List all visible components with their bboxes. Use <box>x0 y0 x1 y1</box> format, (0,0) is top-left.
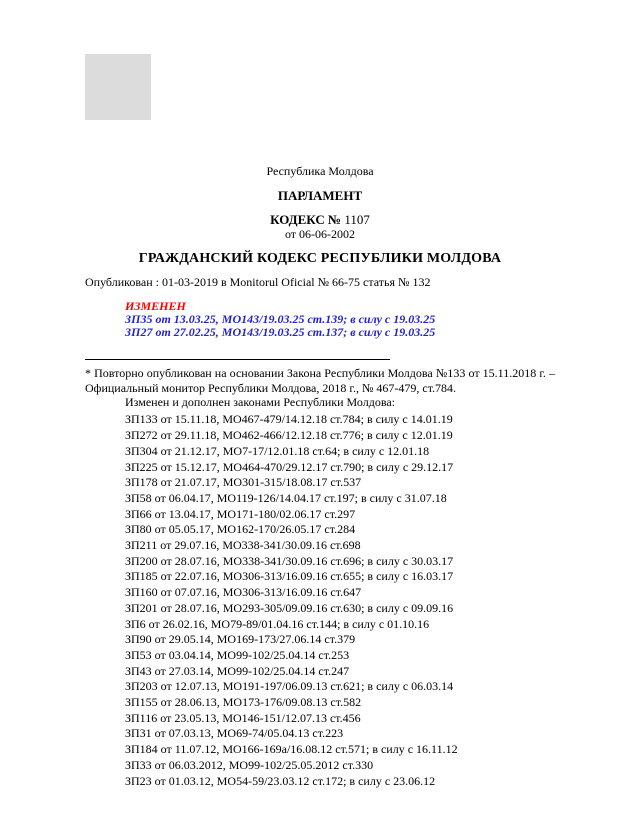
institution-name: ПАРЛАМЕНТ <box>277 188 363 203</box>
document-type-label: КОДЕКС № <box>270 212 342 227</box>
amendment-entry: ЗП178 от 21.07.17, МО301-315/18.08.17 ст.537 <box>125 475 362 490</box>
country-name: Республика Молдова <box>266 164 374 178</box>
document-title: ГРАЖДАНСКИЙ КОДЕКС РЕСПУБЛИКИ МОЛДОВА <box>138 251 502 266</box>
republished-note: * Повторно опубликован на основании Закона Республики Молдова №133 от 15.11.2018 г. – Официальный монитор Республики Молдова, 2018 г., № 467-479, ст.784. <box>85 366 555 395</box>
amendment-entry: ЗП185 от 22.07.16, МО306-313/16.09.16 ст.655; в силу с 16.03.17 <box>125 569 454 584</box>
amendment-entry: ЗП155 от 28.06.13, МО173-176/09.08.13 ст.582 <box>125 695 362 710</box>
recent-changes-block <box>85 300 555 339</box>
footnote-divider <box>85 359 390 360</box>
amendment-entry: ЗП23 от 01.03.12, МО54-59/23.03.12 ст.172; в силу с 23.06.12 <box>125 773 436 788</box>
amendment-entry: ЗП6 от 26.02.16, МО79-89/01.04.16 ст.144; в силу с 01.10.16 <box>125 616 430 631</box>
document-date: от 06-06-2002 <box>284 227 356 241</box>
amendment-entry: ЗП116 от 23.05.13, МО146-151/12.07.13 ст.456 <box>125 710 361 725</box>
amendment-entry: ЗП58 от 06.04.17, МО119-126/14.04.17 ст.197; в силу с 31.07.18 <box>125 490 447 505</box>
amendment-entry: ЗП90 от 29.05.14, МО169-173/27.06.14 ст.379 <box>125 632 356 647</box>
amendment-entry: ЗП203 от 12.07.13, МО191-197/06.09.13 ст.621; в силу с 06.03.14 <box>125 679 454 694</box>
recent-amendment-link[interactable]: ЗП35 от 13.03.25, МО143/19.03.25 ст.139; в силу с 19.03.25 <box>125 312 436 326</box>
amendment-entry: ЗП201 от 28.07.16, МО293-305/09.09.16 ст.630; в силу с 09.09.16 <box>125 600 454 615</box>
amendment-entry: ЗП80 от 05.05.17, МО162-170/26.05.17 ст.284 <box>125 522 356 537</box>
amendments-intro: Изменен и дополнен законами Республики Молдова: <box>125 395 395 410</box>
published-line: Опубликован : 01-03-2019 в Monitorul Oficial № 66-75 статья № 132 <box>85 275 431 289</box>
amendment-entry: ЗП43 от 27.03.14, МО99-102/25.04.14 ст.247 <box>125 663 350 678</box>
amendments-list <box>85 412 555 789</box>
amendment-entry: ЗП31 от 07.03.13, МО69-74/05.04.13 ст.223 <box>125 726 344 741</box>
amendment-entry: ЗП211 от 29.07.16, МО338-341/30.09.16 ст.698 <box>125 538 361 553</box>
amendment-entry: ЗП66 от 13.04.17, МО171-180/02.06.17 ст.297 <box>125 506 356 521</box>
amendment-entry: ЗП133 от 15.11.18, МО467-479/14.12.18 ст.784; в силу с 14.01.19 <box>125 412 453 427</box>
document-number: 1107 <box>344 212 370 227</box>
amendment-entry: ЗП200 от 28.07.16, МО338-341/30.09.16 ст.696; в силу с 30.03.17 <box>125 553 454 568</box>
amendment-entry: ЗП272 от 29.11.18, МО462-466/12.12.18 ст.776; в силу с 12.01.19 <box>125 428 453 443</box>
amendment-entry: ЗП304 от 21.12.17, МО7-17/12.01.18 ст.64; в силу с 12.01.18 <box>125 443 430 458</box>
document-type-line <box>85 212 555 227</box>
emblem-image-placeholder <box>85 54 151 120</box>
recent-amendment-link[interactable]: ЗП27 от 27.02.25, МО143/19.03.25 ст.137; в силу с 19.03.25 <box>125 325 436 339</box>
amendment-entry: ЗП53 от 03.04.14, МО99-102/25.04.14 ст.253 <box>125 647 350 662</box>
amendment-entry: ЗП184 от 11.07.12, МО166-169а/16.08.12 ст.571; в силу с 16.11.12 <box>125 742 458 757</box>
amendment-entry: ЗП160 от 07.07.16, МО306-313/16.09.16 ст.647 <box>125 585 362 600</box>
document-header <box>85 164 555 267</box>
amendment-entry: ЗП33 от 06.03.2012, МО99-102/25.05.2012 ст.330 <box>125 757 374 772</box>
recent-amendments-list <box>85 313 555 339</box>
amendment-entry: ЗП225 от 15.12.17, МО464-470/29.12.17 ст.790; в силу с 29.12.17 <box>125 459 454 474</box>
changed-label: ИЗМЕНЕН <box>125 299 186 313</box>
